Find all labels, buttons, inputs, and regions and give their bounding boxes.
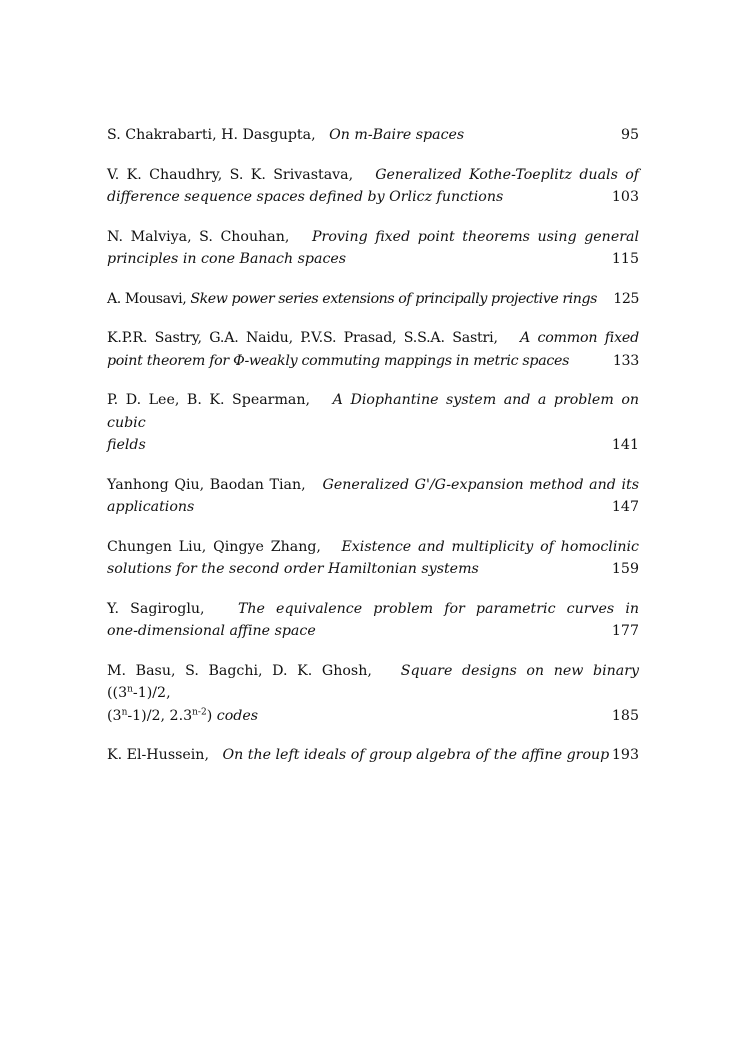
entry-page: 115 [611, 251, 639, 267]
entry-title-cont: point theorem for Φ-weakly commuting mappings in metric spaces [107, 352, 570, 369]
entry-authors: Chungen Liu, Qingye Zhang, [107, 538, 321, 555]
entry-title: On the left ideals of group algebra of the affine group [222, 747, 610, 763]
entry-title: Skew power series extensions of principally projective rings [190, 290, 597, 307]
entry-title: Existence and multiplicity of homoclinic [341, 538, 639, 555]
entry-title: The equivalence problem for parametric curves in [237, 600, 639, 617]
entry-title-cont: solutions for the second order Hamiltonian systems [107, 561, 479, 577]
entry-title: A common fixed [520, 330, 639, 346]
entry-math: ((3$^n$-1)/2, [107, 684, 171, 701]
entry-title: Square designs on new binary [400, 662, 640, 679]
toc-entry [107, 660, 639, 728]
entry-page: 193 [611, 747, 639, 763]
entry-authors: K.P.R. Sastry, G.A. Naidu, P.V.S. Prasad, S.S.A. Sastri, [107, 330, 498, 346]
entry-authors: P. D. Lee, B. K. Spearman, [107, 392, 311, 408]
entry-title-cont: applications [107, 499, 195, 515]
entry-title: Proving fixed point theorems using general [312, 228, 639, 245]
entry-authors: Y. Sagiroglu, [107, 600, 205, 617]
entry-authors: V. K. Chaudhry, S. K. Srivastava, [107, 166, 354, 183]
table-of-contents [107, 124, 639, 784]
entry-page: 147 [611, 499, 639, 515]
toc-entry [107, 124, 639, 147]
toc-entry [107, 327, 639, 372]
entry-authors: M. Basu, S. Bagchi, D. K. Ghosh, [107, 662, 372, 679]
toc-entry [107, 288, 639, 311]
entry-page: 177 [611, 623, 639, 639]
entry-page: 141 [611, 437, 639, 453]
entry-authors: Yanhong Qiu, Baodan Tian, [107, 476, 306, 493]
entry-page: 95 [620, 127, 639, 143]
entry-authors: S. Chakrabarti, H. Dasgupta, [107, 127, 316, 143]
entry-title-cont: one-dimensional affine space [107, 623, 316, 639]
toc-entry [107, 164, 639, 209]
entry-authors: A. Mousavi, [107, 290, 187, 307]
entry-page: 159 [611, 561, 639, 577]
toc-entry [107, 744, 639, 767]
entry-title-cont: codes [216, 707, 258, 724]
toc-entry [107, 389, 639, 457]
toc-entry [107, 474, 639, 519]
entry-title: Generalized Kothe-Toeplitz duals of [375, 166, 639, 183]
entry-page: 185 [611, 707, 639, 724]
entry-page: 133 [612, 352, 639, 369]
entry-title-cont: difference sequence spaces defined by Orlicz functions [107, 189, 504, 205]
entry-title: A Diophantine system and a problem on cubic [107, 392, 639, 431]
entry-page: 125 [613, 290, 639, 307]
entry-title-cont: principles in cone Banach spaces [107, 251, 347, 267]
entry-title-cont: fields [107, 437, 146, 453]
entry-authors: K. El-Hussein, [107, 747, 209, 763]
entry-title: On m-Baire spaces [329, 127, 465, 143]
entry-title: Generalized G'/G-expansion method and its [322, 476, 639, 493]
entry-page: 103 [611, 189, 639, 205]
entry-authors: N. Malviya, S. Chouhan, [107, 228, 290, 245]
toc-entry [107, 226, 639, 271]
toc-entry [107, 598, 639, 643]
toc-entry [107, 536, 639, 581]
entry-math: (3$^n$-1)/2, 2.3$^{n-2}$) [107, 706, 213, 724]
